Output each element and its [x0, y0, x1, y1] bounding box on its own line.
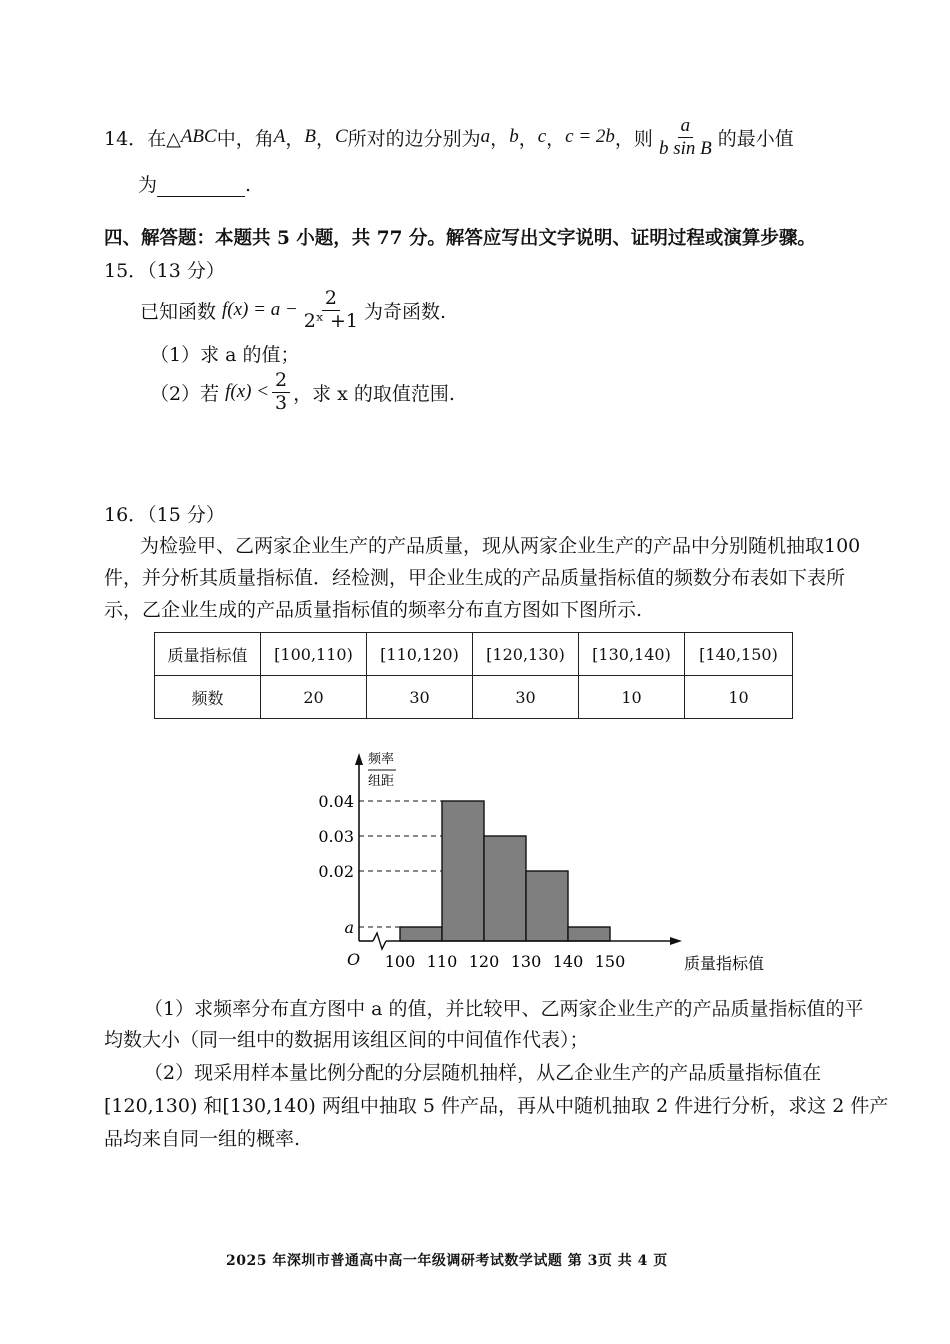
q14-fraction [656, 115, 715, 160]
q14-line2-suffix: . [245, 174, 252, 196]
table-row-counts [155, 676, 793, 719]
table-header-label: 质量指标值 [155, 633, 261, 676]
q14-angle-b: B [304, 126, 316, 147]
q15-part2-denominator: 3 [275, 391, 288, 414]
frequency-histogram [300, 745, 765, 980]
y-tick-label: a [344, 918, 354, 937]
q15-fraction [301, 288, 361, 333]
q14-sep4: ， [518, 127, 538, 150]
q15-part2-fx: f(x) < [225, 381, 270, 402]
q14-angle-a: A [273, 126, 286, 147]
q14-frac-denominator: b sin B [658, 137, 712, 159]
xlabel: 质量指标值 [684, 954, 765, 973]
q14-sep5: ， [546, 127, 566, 150]
q15-part2 [150, 366, 455, 418]
x-tick-label: 100 [384, 952, 416, 971]
table-count-2: 30 [367, 676, 473, 719]
q15-header: 15．（13 分） [104, 260, 225, 282]
table-interval-2: [110,120) [367, 633, 473, 676]
q14-angle-c: C [334, 126, 348, 147]
q15-part2-numerator: 2 [272, 370, 290, 393]
axis-break [373, 933, 386, 949]
ylabel-bottom: 组距 [368, 774, 395, 789]
table-count-4: 10 [579, 676, 685, 719]
q14-side-b: b [509, 126, 519, 147]
histogram-bar [568, 927, 610, 941]
q15-part2-post: ，求 x 的取值范围. [293, 382, 455, 405]
y-axis-arrow [355, 753, 363, 765]
table-interval-3: [120,130) [473, 633, 579, 676]
q16-sub1-line1: （1）求频率分布直方图中 a 的值，并比较甲、乙两家企业生产的产品质量指标值的平 [144, 998, 864, 1020]
frequency-table [154, 632, 793, 719]
q14-text-c: 所对的边分别为 [347, 127, 481, 150]
q14-line2 [138, 170, 251, 197]
q14-text-b: 中，角 [216, 127, 274, 150]
q15-part2-fraction [272, 370, 290, 415]
q15-frac-numerator: 2 [322, 288, 340, 311]
table-row-header [155, 633, 793, 676]
q15-part1: （1）求 a 的值； [150, 344, 300, 366]
table-count-3: 30 [473, 676, 579, 719]
table-count-1: 20 [261, 676, 367, 719]
histogram-bar [400, 927, 442, 941]
q15-frac-denominator: 2ˣ +1 [303, 309, 358, 332]
q16-sub2-line3: 品均来自同一组的概率. [104, 1128, 301, 1150]
x-tick-label: 120 [468, 952, 500, 971]
q14-number: 14． [104, 127, 148, 150]
q16-para-line3: 示，乙企业生成的产品质量指标值的频率分布直方图如下图所示. [104, 599, 643, 621]
q14-condition: c = 2b [565, 126, 615, 147]
q14-text-d: ，则 [614, 127, 653, 150]
q15-stem [140, 284, 446, 336]
x-tick-label: 110 [426, 952, 458, 971]
q14-frac-numerator: a [678, 115, 694, 138]
q14-sep1: ， [285, 127, 305, 150]
q16-sub1-line2: 均数大小（同一组中的数据用该组区间的中间值作代表）； [104, 1029, 589, 1051]
q14-text-a: 在△ [147, 127, 181, 150]
x-tick-label: 130 [510, 952, 542, 971]
q14-triangle: ABC [180, 126, 217, 147]
q16-sub2-line2: [120,130) 和[130,140) 两组中抽取 5 件产品，再从中随机抽取 2 件进行分析，求这 2 件产 [104, 1095, 889, 1117]
q14-side-a: a [480, 126, 491, 147]
table-interval-5: [140,150) [685, 633, 793, 676]
q14-side-c: c [537, 126, 547, 147]
table-interval-1: [100,110) [261, 633, 367, 676]
ylabel-top: 频率 [368, 752, 395, 767]
q14-line2-prefix: 为 [138, 174, 158, 196]
q16-header: 16．（15 分） [104, 504, 225, 526]
q16-para-line1: 为检验甲、乙两家企业生产的产品质量，现从两家企业生产的产品中分别随机抽取100 [140, 535, 861, 557]
histogram-bar [484, 836, 526, 941]
origin-label: O [347, 950, 361, 969]
q15-stem-post: 为奇函数. [363, 300, 447, 323]
q14-sep2: ， [315, 127, 335, 150]
section-heading: 四、解答题：本题共 5 小题，共 77 分。解答应写出文字说明、证明过程或演算步骤。 [104, 228, 816, 249]
y-tick-label: 0.04 [318, 792, 354, 811]
q15-stem-pre: 已知函数 [140, 300, 217, 323]
table-row-label: 频数 [155, 676, 261, 719]
x-tick-label: 150 [594, 952, 626, 971]
answer-blank[interactable] [157, 178, 245, 197]
histogram-bar [526, 871, 568, 941]
table-count-5: 10 [685, 676, 793, 719]
q16-sub2-line1: （2）现采用样本量比例分配的分层随机抽样，从乙企业生产的产品质量指标值在 [144, 1062, 822, 1084]
page-footer: 2025 年深圳市普通高中高一年级调研考试数学试题 第 3页 共 4 页 [226, 1253, 668, 1269]
q14-text-e: 的最小值 [717, 127, 794, 150]
q15-part2-pre: （2）若 [150, 382, 220, 405]
y-tick-label: 0.03 [318, 827, 354, 846]
x-axis-arrow [670, 937, 682, 945]
q14-line1 [104, 115, 794, 159]
table-interval-4: [130,140) [579, 633, 685, 676]
y-tick-label: 0.02 [318, 862, 354, 881]
histogram-bar [442, 801, 484, 941]
q16-para-line2: 件，并分析其质量指标值．经检测，甲企业生成的产品质量指标值的频数分布表如下表所 [104, 567, 846, 589]
q15-fx: f(x) = a − [222, 299, 298, 320]
x-tick-label: 140 [552, 952, 584, 971]
q14-sep3: ， [490, 127, 510, 150]
